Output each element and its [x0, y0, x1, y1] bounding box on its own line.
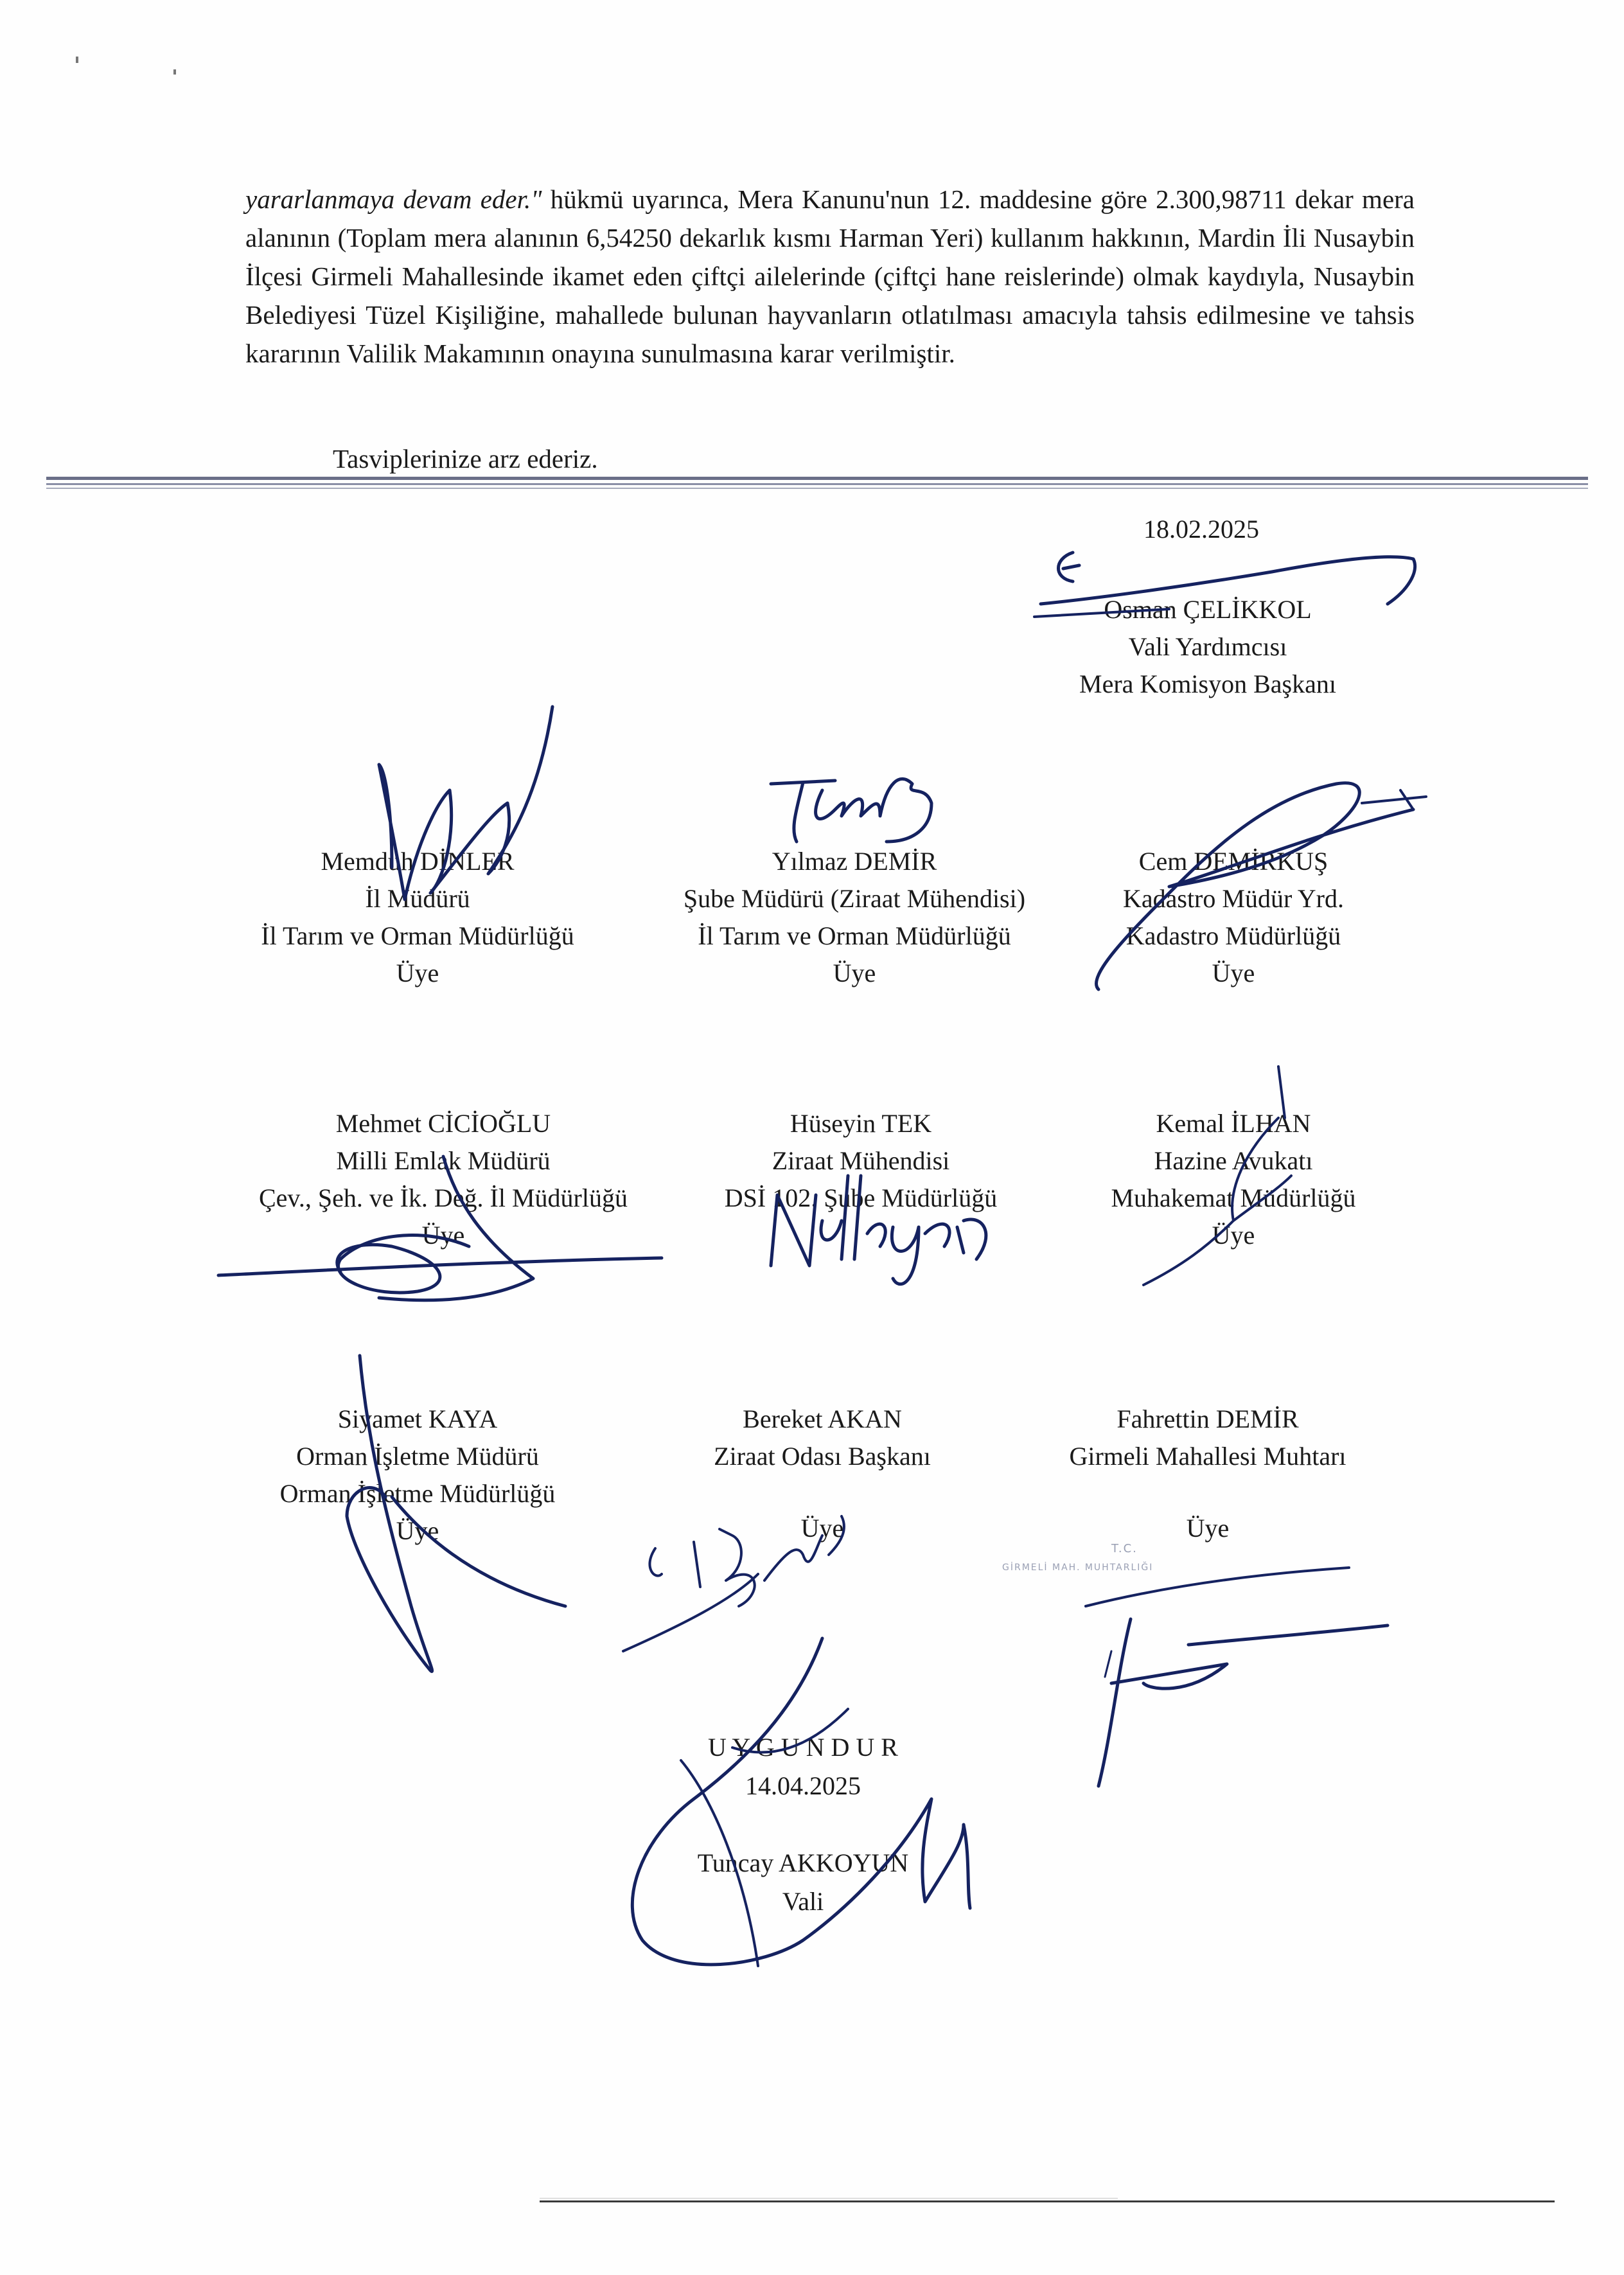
member-org: İl Tarım ve Orman Müdürlüğü	[698, 921, 1011, 950]
member-title: Hazine Avukatı	[1154, 1146, 1313, 1175]
member-role: Üye	[1212, 1221, 1255, 1250]
separator-rule	[46, 477, 1588, 480]
member-role: Üye	[833, 959, 876, 987]
head-date: 18.02.2025	[1143, 515, 1259, 544]
approval-block	[642, 1728, 964, 1921]
member-signature-9	[1060, 1542, 1394, 1799]
footer-rule-faint	[540, 2198, 1118, 2199]
member-block-3	[1079, 843, 1388, 992]
member-name: Bereket AKAN	[743, 1404, 902, 1433]
member-role: Üye	[1186, 1514, 1230, 1543]
member-org: Muhakemat Müdürlüğü	[1111, 1183, 1356, 1212]
member-block-7	[244, 1401, 591, 1550]
member-title: Ziraat Odası Başkanı	[714, 1442, 931, 1471]
member-role: Üye	[396, 1516, 439, 1545]
member-name: Kemal İLHAN	[1156, 1109, 1311, 1138]
member-role: Üye	[421, 1221, 465, 1250]
member-block-2	[630, 843, 1079, 992]
member-name: Siyamet KAYA	[337, 1404, 498, 1433]
separator-rule	[46, 488, 1588, 489]
body-italic-lead: yararlanmaya devam eder."	[245, 184, 542, 214]
member-org: DSİ 102. Şube Müdürlüğü	[724, 1183, 998, 1212]
member-role: Üye	[1212, 959, 1255, 987]
head-title: Vali Yardımcısı	[1128, 632, 1287, 661]
head-name: Osman ÇELİKKOL	[1104, 595, 1312, 624]
approval-spacer	[642, 1805, 964, 1844]
member-name: Yılmaz DEMİR	[772, 847, 937, 876]
approval-date: 14.04.2025	[745, 1771, 861, 1800]
member-title: Milli Emlak Müdürü	[336, 1146, 551, 1175]
member-name: Cem DEMİRKUŞ	[1138, 847, 1328, 876]
body-paragraph	[245, 180, 1415, 373]
member-title: Girmeli Mahallesi Muhtarı	[1069, 1442, 1346, 1471]
head-role: Mera Komisyon Başkanı	[1079, 669, 1336, 698]
approval-name: Tuncay AKKOYUN	[697, 1848, 909, 1877]
member-title: Orman İşletme Müdürü	[296, 1442, 539, 1471]
member-title: Ziraat Mühendisi	[772, 1146, 950, 1175]
member-block-9	[1041, 1401, 1375, 1547]
member-org: Kadastro Müdürlüğü	[1125, 921, 1341, 950]
member-name: Hüseyin TEK	[790, 1109, 932, 1138]
head-signature-block	[1028, 591, 1388, 703]
scan-speck	[76, 57, 78, 63]
separator-rule	[46, 483, 1588, 485]
member-title: Şube Müdürü (Ziraat Mühendisi)	[683, 884, 1026, 913]
member-role: Üye	[800, 1514, 844, 1543]
member-block-6	[1079, 1105, 1388, 1254]
member-block-4	[212, 1105, 675, 1254]
member-name: Fahrettin DEMİR	[1116, 1404, 1299, 1433]
stamp-line-1: T.C.	[1111, 1542, 1138, 1555]
footer-rule	[540, 2200, 1555, 2202]
body-paragraph-text: hükmü uyarınca, Mera Kanunu'nun 12. maddesine göre 2.300,98711 dekar mera alanının (Toplam mera alanının 6,54250 dekarlık kısmı Harman Yeri) kullanım hakkının, Mardin İli Nusaybin İlçesi Girmeli Mahallesinde ikamet eden çiftçi ailelerinde (çiftçi hane reislerinde) olmak kaydıyla, Nusaybin Belediyesi Tüzel Kişiliğine, mahallede bulunan hayvanların otlatılması amacıyla tahsis edilmesine ve tahsis kararının Valilik Makamının onayına sunulmasına karar verilmiştir.	[245, 184, 1415, 368]
member-org: İl Tarım ve Orman Müdürlüğü	[261, 921, 574, 950]
member-title: Kadastro Müdür Yrd.	[1122, 884, 1344, 913]
member-block-8	[668, 1401, 976, 1547]
approval-title: Vali	[782, 1887, 824, 1916]
scan-speck	[173, 69, 176, 75]
member-org: Çev., Şeh. ve İk. Değ. İl Müdürlüğü	[259, 1183, 628, 1212]
approval-word: U Y G U N D U R	[708, 1733, 898, 1762]
member-block-1	[212, 843, 623, 992]
stamp-line-2: GİRMELİ MAH. MUHTARLIĞI	[1002, 1562, 1154, 1573]
closing-line: Tasviplerinize arz ederiz.	[333, 444, 598, 474]
member-org: Orman İşletme Müdürlüğü	[279, 1479, 556, 1508]
member-role: Üye	[396, 959, 439, 987]
member-block-5	[681, 1105, 1041, 1217]
member-name: Memduh DİNLER	[321, 847, 515, 876]
member-title: İl Müdürü	[365, 884, 470, 913]
member-name: Mehmet CİCİOĞLU	[335, 1109, 551, 1138]
